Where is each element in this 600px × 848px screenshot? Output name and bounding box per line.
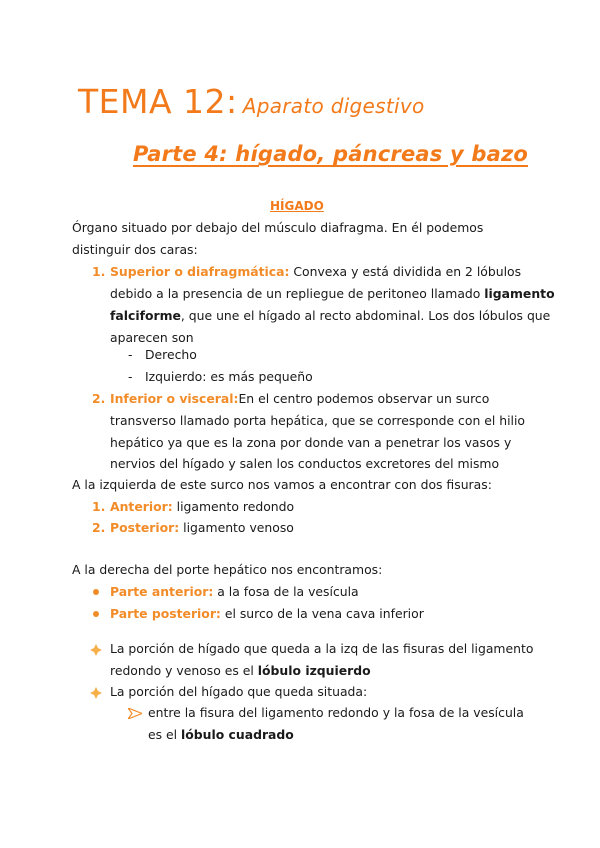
title-sub: Aparato digestivo bbox=[242, 94, 425, 118]
face-2-line-1 bbox=[110, 391, 489, 407]
face-1-sub-item-2: Izquierdo: es más pequeño bbox=[145, 369, 313, 384]
diamond-icon bbox=[90, 644, 102, 656]
fissure-2-label: Posterior: bbox=[110, 520, 180, 535]
face-2-text: En el centro podemos observar un surco bbox=[238, 391, 490, 406]
dash-icon: - bbox=[128, 347, 133, 362]
sub-lobe-bold: lóbulo cuadrado bbox=[181, 727, 294, 742]
fissure-1-text: ligamento redondo bbox=[172, 499, 295, 514]
face-1-line-3-bold: falciforme bbox=[110, 308, 181, 323]
left-fissures-intro: A la izquierda de este surco nos vamos a encontrar con dos fisuras: bbox=[72, 477, 492, 492]
right-item-2-text: el surco de la vena cava inferior bbox=[220, 606, 424, 621]
lobe-1-line-2-text: redondo y venoso es el bbox=[110, 663, 258, 678]
section-heading: HÍGADO bbox=[270, 199, 324, 213]
intro-line-1: Órgano situado por debajo del músculo diafragma. En él podemos bbox=[72, 220, 484, 235]
page-title bbox=[78, 82, 425, 121]
sub-lobe-line-2 bbox=[148, 727, 294, 743]
fissure-1-label: Anterior: bbox=[110, 499, 173, 514]
fissure-2-number: 2. bbox=[92, 520, 106, 535]
arrow-icon bbox=[128, 708, 142, 719]
fissure-2-text: ligamento venoso bbox=[179, 520, 294, 535]
lobe-1-bold: lóbulo izquierdo bbox=[257, 663, 371, 678]
face-1-sub-item-1: Derecho bbox=[145, 347, 197, 362]
page-subtitle: Parte 4: hígado, páncreas y bazo bbox=[133, 142, 529, 166]
title-main: TEMA 12: bbox=[78, 82, 238, 121]
face-1-line-3 bbox=[110, 308, 550, 324]
right-item-2-label: Parte posterior: bbox=[110, 606, 221, 621]
face-1-line-1 bbox=[110, 264, 521, 280]
lobe-1-line-2 bbox=[110, 663, 371, 679]
right-item-2 bbox=[110, 606, 424, 622]
face-2-line-3: hepático ya que es la zona por donde van a penetrar los vasos y bbox=[110, 435, 512, 450]
diamond-icon bbox=[90, 687, 102, 699]
face-1-line-2 bbox=[110, 286, 555, 302]
right-intro: A la derecha del porte hepático nos encontramos: bbox=[72, 562, 383, 577]
face-2-number: 2. bbox=[92, 391, 106, 406]
fissure-1 bbox=[110, 499, 294, 515]
face-1-line-2-bold: ligamento bbox=[484, 286, 555, 301]
face-1-line-4: aparecen son bbox=[110, 330, 194, 345]
face-2-line-4: nervios del hígado y salen los conductos excretores del mismo bbox=[110, 456, 500, 471]
orange-dot-icon bbox=[93, 611, 99, 617]
dash-icon: - bbox=[128, 369, 133, 384]
fissure-2 bbox=[110, 520, 294, 536]
right-item-1-text: a la fosa de la vesícula bbox=[213, 584, 359, 599]
right-item-1 bbox=[110, 584, 359, 600]
sub-lobe-line-1: entre la fisura del ligamento redondo y la fosa de la vesícula bbox=[148, 705, 524, 720]
intro-line-2: distinguir dos caras: bbox=[72, 242, 198, 257]
face-1-text: Convexa y está dividida en 2 lóbulos bbox=[289, 264, 522, 279]
right-item-1-label: Parte anterior: bbox=[110, 584, 214, 599]
face-1-line-2-text: debido a la presencia de un repliegue de peritoneo llamado bbox=[110, 286, 485, 301]
face-2-line-2: transverso llamado porta hepática, que se corresponde con el hilio bbox=[110, 413, 525, 428]
sub-lobe-line-2-text: es el bbox=[148, 727, 182, 742]
face-1-line-3-text: , que une el hígado al recto abdominal. Los dos lóbulos que bbox=[180, 308, 551, 323]
face-1-number: 1. bbox=[92, 264, 106, 279]
face-1-label: Superior o diafragmática: bbox=[110, 264, 290, 279]
orange-dot-icon bbox=[93, 589, 99, 595]
face-2-label: Inferior o visceral: bbox=[110, 391, 239, 406]
fissure-1-number: 1. bbox=[92, 499, 106, 514]
lobe-1-line-1: La porción de hígado que queda a la izq de las fisuras del ligamento bbox=[110, 641, 534, 656]
lobe-2-line-1: La porción del hígado que queda situada: bbox=[110, 684, 368, 699]
